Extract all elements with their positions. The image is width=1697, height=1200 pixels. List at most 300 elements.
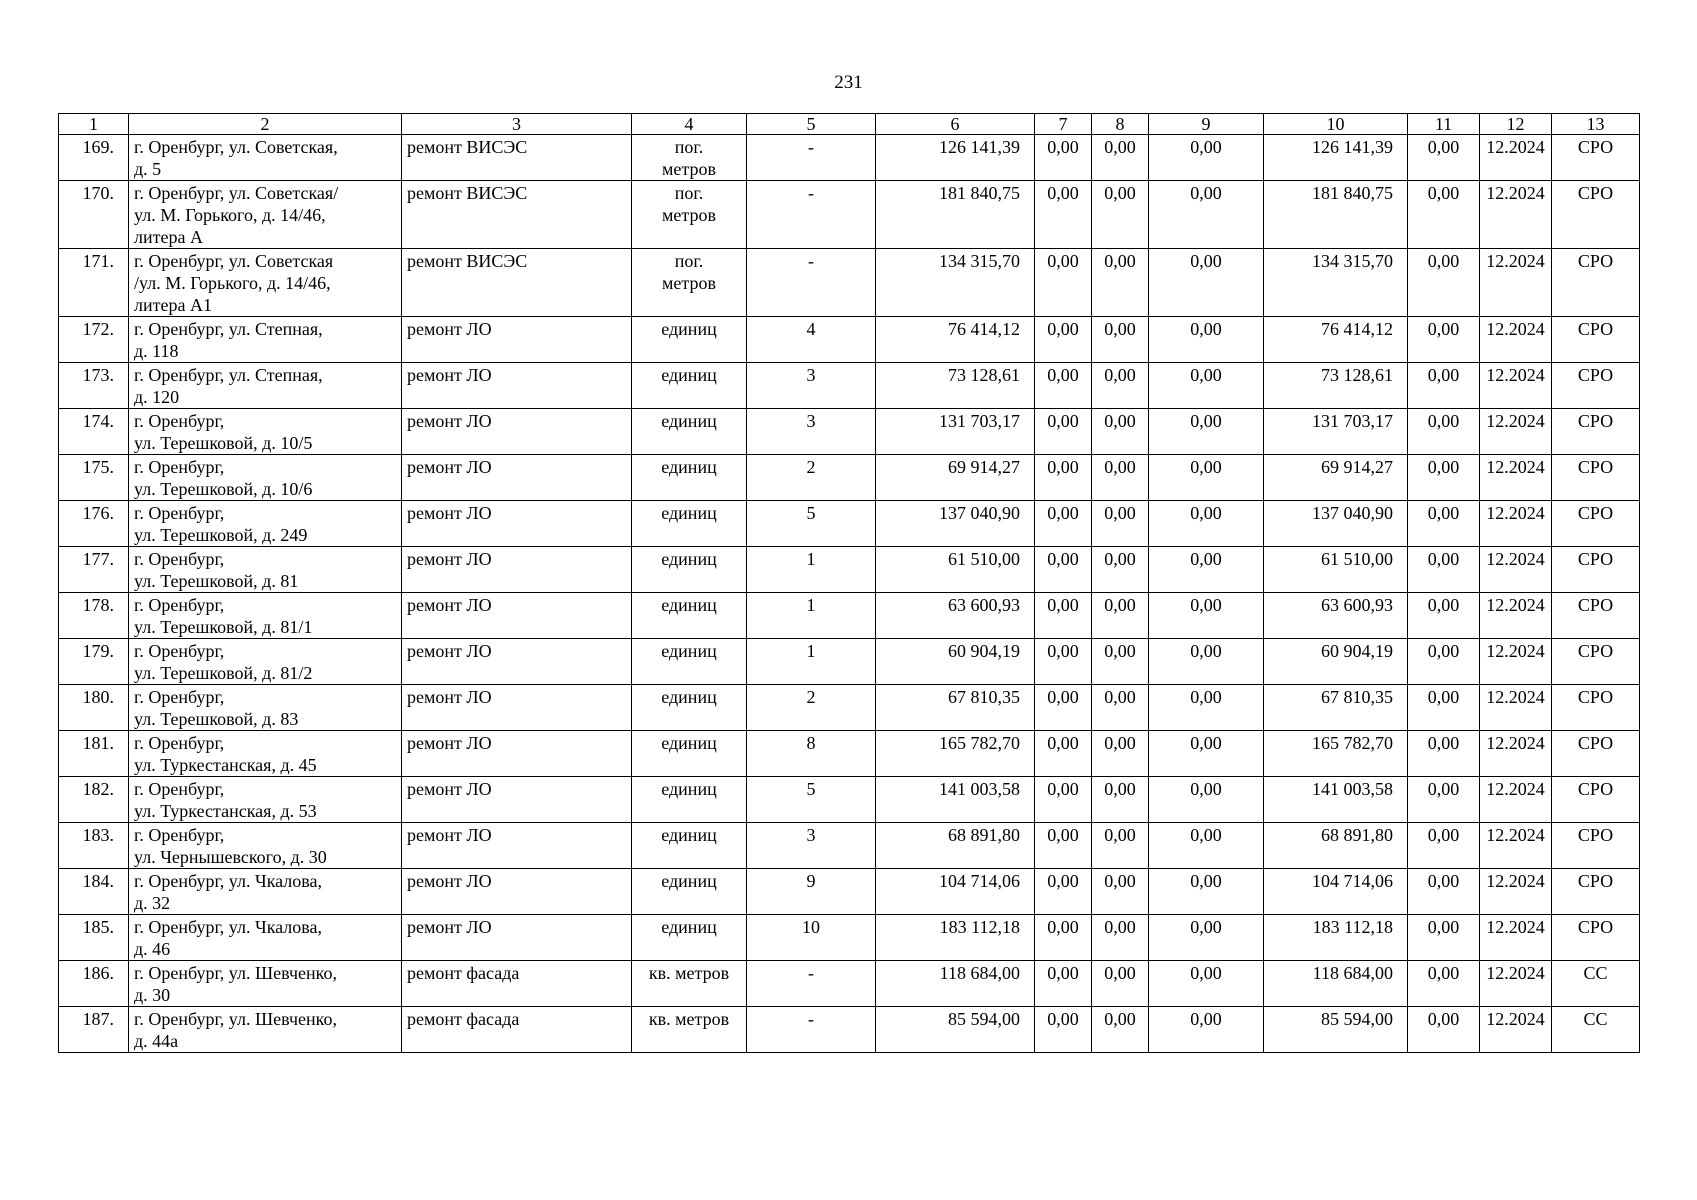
col-7-value: 0,00	[1035, 181, 1092, 249]
funding-source: СС	[1552, 961, 1640, 1007]
col-7-value: 0,00	[1035, 317, 1092, 363]
col-11-value: 0,00	[1408, 249, 1480, 317]
quantity: -	[747, 181, 876, 249]
unit	[632, 249, 747, 317]
col-11-value: 0,00	[1408, 915, 1480, 961]
address-line: г. Оренбург,	[134, 457, 225, 477]
col-7-value: 0,00	[1035, 639, 1092, 685]
funding-source: СРО	[1552, 249, 1640, 317]
row-number: 185.	[59, 915, 129, 961]
col-9-value: 0,00	[1149, 409, 1264, 455]
address-line: литера А	[134, 227, 203, 247]
total-cost: 118 684,00	[876, 961, 1035, 1007]
address-line: ул. Терешковой, д. 81	[134, 571, 299, 591]
registry-table	[58, 113, 1640, 1053]
col-7-value: 0,00	[1035, 409, 1092, 455]
column-number-9: 9	[1149, 114, 1264, 135]
address	[129, 869, 402, 915]
col-8-value: 0,00	[1092, 363, 1149, 409]
table-row	[59, 869, 1640, 915]
col-11-value: 0,00	[1408, 181, 1480, 249]
col-8-value: 0,00	[1092, 1007, 1149, 1053]
unit-line: единиц	[661, 871, 717, 891]
row-number: 170.	[59, 181, 129, 249]
unit-line: единиц	[661, 365, 717, 385]
address-line: г. Оренбург, ул. Советская,	[134, 137, 338, 157]
col-9-value: 0,00	[1149, 777, 1264, 823]
address	[129, 501, 402, 547]
completion-date: 12.2024	[1480, 547, 1552, 593]
funding-source: СРО	[1552, 363, 1640, 409]
funding-source: СРО	[1552, 639, 1640, 685]
table-row	[59, 639, 1640, 685]
col-10-value: 60 904,19	[1264, 639, 1408, 685]
address-line: г. Оренбург, ул. Советская	[134, 251, 334, 271]
total-cost: 165 782,70	[876, 731, 1035, 777]
address-line: г. Оренбург,	[134, 733, 225, 753]
unit-line: единиц	[661, 641, 717, 661]
col-10-value: 131 703,17	[1264, 409, 1408, 455]
col-10-value: 126 141,39	[1264, 135, 1408, 181]
col-10-value: 183 112,18	[1264, 915, 1408, 961]
col-11-value: 0,00	[1408, 363, 1480, 409]
completion-date: 12.2024	[1480, 823, 1552, 869]
page-number: 231	[834, 72, 863, 93]
total-cost: 141 003,58	[876, 777, 1035, 823]
funding-source: СРО	[1552, 685, 1640, 731]
unit	[632, 823, 747, 869]
table-row	[59, 731, 1640, 777]
address	[129, 823, 402, 869]
row-number: 172.	[59, 317, 129, 363]
col-10-value: 181 840,75	[1264, 181, 1408, 249]
unit	[632, 915, 747, 961]
row-number: 184.	[59, 869, 129, 915]
total-cost: 73 128,61	[876, 363, 1035, 409]
work-type: ремонт ЛО	[402, 547, 632, 593]
row-number: 175.	[59, 455, 129, 501]
table-row	[59, 961, 1640, 1007]
work-type: ремонт ВИСЭС	[402, 249, 632, 317]
col-11-value: 0,00	[1408, 639, 1480, 685]
col-11-value: 0,00	[1408, 961, 1480, 1007]
total-cost: 67 810,35	[876, 685, 1035, 731]
row-number: 173.	[59, 363, 129, 409]
col-9-value: 0,00	[1149, 455, 1264, 501]
completion-date: 12.2024	[1480, 317, 1552, 363]
funding-source: СРО	[1552, 409, 1640, 455]
address-line: ул. Терешковой, д. 10/5	[134, 433, 313, 453]
address-line: д. 5	[134, 159, 162, 179]
column-number-3: 3	[402, 114, 632, 135]
col-8-value: 0,00	[1092, 777, 1149, 823]
address	[129, 135, 402, 181]
column-number-13: 13	[1552, 114, 1640, 135]
quantity: 2	[747, 685, 876, 731]
col-11-value: 0,00	[1408, 409, 1480, 455]
completion-date: 12.2024	[1480, 915, 1552, 961]
quantity: 2	[747, 455, 876, 501]
completion-date: 12.2024	[1480, 363, 1552, 409]
unit	[632, 869, 747, 915]
work-type: ремонт ВИСЭС	[402, 181, 632, 249]
col-10-value: 118 684,00	[1264, 961, 1408, 1007]
column-number-11: 11	[1408, 114, 1480, 135]
col-9-value: 0,00	[1149, 135, 1264, 181]
col-8-value: 0,00	[1092, 731, 1149, 777]
col-9-value: 0,00	[1149, 593, 1264, 639]
col-10-value: 137 040,90	[1264, 501, 1408, 547]
row-number: 181.	[59, 731, 129, 777]
row-number: 177.	[59, 547, 129, 593]
col-8-value: 0,00	[1092, 547, 1149, 593]
col-8-value: 0,00	[1092, 181, 1149, 249]
unit	[632, 363, 747, 409]
total-cost: 131 703,17	[876, 409, 1035, 455]
column-number-6: 6	[876, 114, 1035, 135]
address-line: ул. Терешковой, д. 249	[134, 525, 308, 545]
funding-source: СРО	[1552, 593, 1640, 639]
col-9-value: 0,00	[1149, 363, 1264, 409]
completion-date: 12.2024	[1480, 961, 1552, 1007]
table-row	[59, 409, 1640, 455]
row-number: 178.	[59, 593, 129, 639]
column-number-2: 2	[129, 114, 402, 135]
address-line: г. Оренбург,	[134, 825, 225, 845]
table-row	[59, 135, 1640, 181]
completion-date: 12.2024	[1480, 639, 1552, 685]
unit-line: метров	[662, 205, 716, 225]
col-11-value: 0,00	[1408, 593, 1480, 639]
funding-source: СРО	[1552, 823, 1640, 869]
col-11-value: 0,00	[1408, 731, 1480, 777]
col-10-value: 69 914,27	[1264, 455, 1408, 501]
col-7-value: 0,00	[1035, 961, 1092, 1007]
col-9-value: 0,00	[1149, 547, 1264, 593]
column-number-8: 8	[1092, 114, 1149, 135]
column-number-12: 12	[1480, 114, 1552, 135]
total-cost: 69 914,27	[876, 455, 1035, 501]
row-number: 183.	[59, 823, 129, 869]
unit	[632, 731, 747, 777]
completion-date: 12.2024	[1480, 501, 1552, 547]
work-type: ремонт ЛО	[402, 777, 632, 823]
quantity: 1	[747, 639, 876, 685]
work-type: ремонт ЛО	[402, 363, 632, 409]
table-row	[59, 501, 1640, 547]
col-8-value: 0,00	[1092, 593, 1149, 639]
column-number-4: 4	[632, 114, 747, 135]
quantity: 5	[747, 777, 876, 823]
unit-line: единиц	[661, 595, 717, 615]
col-10-value: 85 594,00	[1264, 1007, 1408, 1053]
col-9-value: 0,00	[1149, 317, 1264, 363]
col-9-value: 0,00	[1149, 685, 1264, 731]
col-8-value: 0,00	[1092, 915, 1149, 961]
work-type: ремонт ЛО	[402, 731, 632, 777]
total-cost: 68 891,80	[876, 823, 1035, 869]
col-7-value: 0,00	[1035, 455, 1092, 501]
address-line: д. 120	[134, 387, 180, 407]
address-line: г. Оренбург, ул. Чкалова,	[134, 917, 323, 937]
table-row	[59, 1007, 1640, 1053]
completion-date: 12.2024	[1480, 249, 1552, 317]
unit	[632, 455, 747, 501]
completion-date: 12.2024	[1480, 1007, 1552, 1053]
row-number: 182.	[59, 777, 129, 823]
table-row	[59, 593, 1640, 639]
unit-line: метров	[662, 273, 716, 293]
col-7-value: 0,00	[1035, 501, 1092, 547]
completion-date: 12.2024	[1480, 685, 1552, 731]
col-8-value: 0,00	[1092, 135, 1149, 181]
unit-line: метров	[662, 159, 716, 179]
work-type: ремонт ЛО	[402, 869, 632, 915]
work-type: ремонт ЛО	[402, 409, 632, 455]
unit	[632, 501, 747, 547]
funding-source: СРО	[1552, 455, 1640, 501]
address-line: г. Оренбург, ул. Чкалова,	[134, 871, 323, 891]
col-9-value: 0,00	[1149, 731, 1264, 777]
col-10-value: 63 600,93	[1264, 593, 1408, 639]
address	[129, 547, 402, 593]
completion-date: 12.2024	[1480, 777, 1552, 823]
address	[129, 685, 402, 731]
column-number-7: 7	[1035, 114, 1092, 135]
quantity: 3	[747, 823, 876, 869]
col-8-value: 0,00	[1092, 409, 1149, 455]
registry-body	[59, 114, 1640, 1053]
col-7-value: 0,00	[1035, 731, 1092, 777]
address	[129, 1007, 402, 1053]
address-line: д. 32	[134, 893, 171, 913]
funding-source: СРО	[1552, 501, 1640, 547]
address	[129, 409, 402, 455]
column-number-5: 5	[747, 114, 876, 135]
unit	[632, 317, 747, 363]
col-11-value: 0,00	[1408, 777, 1480, 823]
unit-line: единиц	[661, 411, 717, 431]
col-9-value: 0,00	[1149, 501, 1264, 547]
unit-line: пог.	[674, 183, 704, 203]
unit-line: единиц	[661, 503, 717, 523]
row-number: 179.	[59, 639, 129, 685]
address	[129, 731, 402, 777]
address-line: г. Оренбург,	[134, 779, 225, 799]
work-type: ремонт ВИСЭС	[402, 135, 632, 181]
col-11-value: 0,00	[1408, 823, 1480, 869]
row-number: 186.	[59, 961, 129, 1007]
address-line: ул. Терешковой, д. 81/2	[134, 663, 313, 683]
unit	[632, 593, 747, 639]
table-row	[59, 915, 1640, 961]
unit-line: кв. метров	[648, 963, 730, 983]
col-9-value: 0,00	[1149, 823, 1264, 869]
col-7-value: 0,00	[1035, 249, 1092, 317]
total-cost: 60 904,19	[876, 639, 1035, 685]
quantity: 3	[747, 363, 876, 409]
address-line: д. 118	[134, 341, 179, 361]
unit	[632, 777, 747, 823]
address	[129, 181, 402, 249]
unit	[632, 639, 747, 685]
unit-line: единиц	[661, 825, 717, 845]
unit-line: пог.	[674, 137, 704, 157]
col-10-value: 61 510,00	[1264, 547, 1408, 593]
funding-source: СРО	[1552, 869, 1640, 915]
work-type: ремонт ЛО	[402, 455, 632, 501]
col-10-value: 141 003,58	[1264, 777, 1408, 823]
col-10-value: 73 128,61	[1264, 363, 1408, 409]
col-9-value: 0,00	[1149, 961, 1264, 1007]
col-8-value: 0,00	[1092, 249, 1149, 317]
funding-source: СРО	[1552, 777, 1640, 823]
quantity: -	[747, 135, 876, 181]
total-cost: 183 112,18	[876, 915, 1035, 961]
funding-source: СРО	[1552, 731, 1640, 777]
quantity: 1	[747, 593, 876, 639]
work-type: ремонт ЛО	[402, 317, 632, 363]
col-7-value: 0,00	[1035, 135, 1092, 181]
unit-line: единиц	[661, 319, 717, 339]
col-7-value: 0,00	[1035, 869, 1092, 915]
work-type: ремонт фасада	[402, 961, 632, 1007]
column-number-10: 10	[1264, 114, 1408, 135]
table-row	[59, 455, 1640, 501]
col-9-value: 0,00	[1149, 869, 1264, 915]
col-11-value: 0,00	[1408, 869, 1480, 915]
funding-source: СС	[1552, 1007, 1640, 1053]
quantity: 5	[747, 501, 876, 547]
address-line: ул. Терешковой, д. 83	[134, 709, 299, 729]
row-number: 174.	[59, 409, 129, 455]
col-10-value: 104 714,06	[1264, 869, 1408, 915]
col-10-value: 67 810,35	[1264, 685, 1408, 731]
column-number-row	[59, 114, 1640, 135]
quantity: 1	[747, 547, 876, 593]
address	[129, 455, 402, 501]
address-line: г. Оренбург,	[134, 411, 225, 431]
address-line: г. Оренбург,	[134, 595, 225, 615]
completion-date: 12.2024	[1480, 409, 1552, 455]
completion-date: 12.2024	[1480, 181, 1552, 249]
funding-source: СРО	[1552, 181, 1640, 249]
funding-source: СРО	[1552, 915, 1640, 961]
table-row	[59, 823, 1640, 869]
col-10-value: 68 891,80	[1264, 823, 1408, 869]
col-7-value: 0,00	[1035, 593, 1092, 639]
address-line: ул. Терешковой, д. 10/6	[134, 479, 313, 499]
col-11-value: 0,00	[1408, 685, 1480, 731]
col-8-value: 0,00	[1092, 501, 1149, 547]
total-cost: 85 594,00	[876, 1007, 1035, 1053]
work-type: ремонт ЛО	[402, 501, 632, 547]
work-type: ремонт ЛО	[402, 915, 632, 961]
completion-date: 12.2024	[1480, 455, 1552, 501]
address-line: д. 44а	[134, 1031, 179, 1051]
address-line: ул. Туркестанская, д. 53	[134, 801, 317, 821]
col-10-value: 134 315,70	[1264, 249, 1408, 317]
row-number: 180.	[59, 685, 129, 731]
address	[129, 249, 402, 317]
col-7-value: 0,00	[1035, 685, 1092, 731]
table-row	[59, 777, 1640, 823]
quantity: 4	[747, 317, 876, 363]
total-cost: 181 840,75	[876, 181, 1035, 249]
col-8-value: 0,00	[1092, 685, 1149, 731]
table-row	[59, 317, 1640, 363]
quantity: 10	[747, 915, 876, 961]
col-8-value: 0,00	[1092, 317, 1149, 363]
col-9-value: 0,00	[1149, 249, 1264, 317]
completion-date: 12.2024	[1480, 731, 1552, 777]
col-7-value: 0,00	[1035, 547, 1092, 593]
col-7-value: 0,00	[1035, 823, 1092, 869]
address-line: г. Оренбург,	[134, 641, 225, 661]
total-cost: 63 600,93	[876, 593, 1035, 639]
funding-source: СРО	[1552, 317, 1640, 363]
address-line: г. Оренбург, ул. Шевченко,	[134, 1009, 337, 1029]
col-7-value: 0,00	[1035, 915, 1092, 961]
total-cost: 137 040,90	[876, 501, 1035, 547]
address-line: ул. Терешковой, д. 81/1	[134, 617, 313, 637]
row-number: 176.	[59, 501, 129, 547]
address	[129, 639, 402, 685]
address-line: ул. Туркестанская, д. 45	[134, 755, 317, 775]
unit	[632, 409, 747, 455]
quantity: -	[747, 961, 876, 1007]
address-line: ул. М. Горького, д. 14/46,	[134, 205, 326, 225]
funding-source: СРО	[1552, 135, 1640, 181]
unit	[632, 961, 747, 1007]
address-line: ул. Чернышевского, д. 30	[134, 847, 327, 867]
address-line: г. Оренбург, ул. Степная,	[134, 319, 323, 339]
total-cost: 76 414,12	[876, 317, 1035, 363]
col-11-value: 0,00	[1408, 455, 1480, 501]
total-cost: 61 510,00	[876, 547, 1035, 593]
col-10-value: 165 782,70	[1264, 731, 1408, 777]
table-row	[59, 181, 1640, 249]
completion-date: 12.2024	[1480, 869, 1552, 915]
col-9-value: 0,00	[1149, 181, 1264, 249]
col-7-value: 0,00	[1035, 777, 1092, 823]
total-cost: 134 315,70	[876, 249, 1035, 317]
col-10-value: 76 414,12	[1264, 317, 1408, 363]
completion-date: 12.2024	[1480, 135, 1552, 181]
address	[129, 777, 402, 823]
address-line: г. Оренбург, ул. Степная,	[134, 365, 323, 385]
col-8-value: 0,00	[1092, 869, 1149, 915]
work-type: ремонт ЛО	[402, 685, 632, 731]
quantity: 9	[747, 869, 876, 915]
col-9-value: 0,00	[1149, 915, 1264, 961]
address-line: литера А1	[134, 295, 212, 315]
col-11-value: 0,00	[1408, 1007, 1480, 1053]
column-number-1: 1	[59, 114, 129, 135]
address	[129, 593, 402, 639]
address-line: г. Оренбург, ул. Советская/	[134, 183, 339, 203]
unit-line: единиц	[661, 457, 717, 477]
unit-line: пог.	[674, 251, 704, 271]
quantity: 3	[747, 409, 876, 455]
total-cost: 126 141,39	[876, 135, 1035, 181]
unit-line: единиц	[661, 549, 717, 569]
quantity: 8	[747, 731, 876, 777]
work-type: ремонт фасада	[402, 1007, 632, 1053]
address-line: г. Оренбург,	[134, 503, 225, 523]
row-number: 187.	[59, 1007, 129, 1053]
address-line: г. Оренбург,	[134, 687, 225, 707]
